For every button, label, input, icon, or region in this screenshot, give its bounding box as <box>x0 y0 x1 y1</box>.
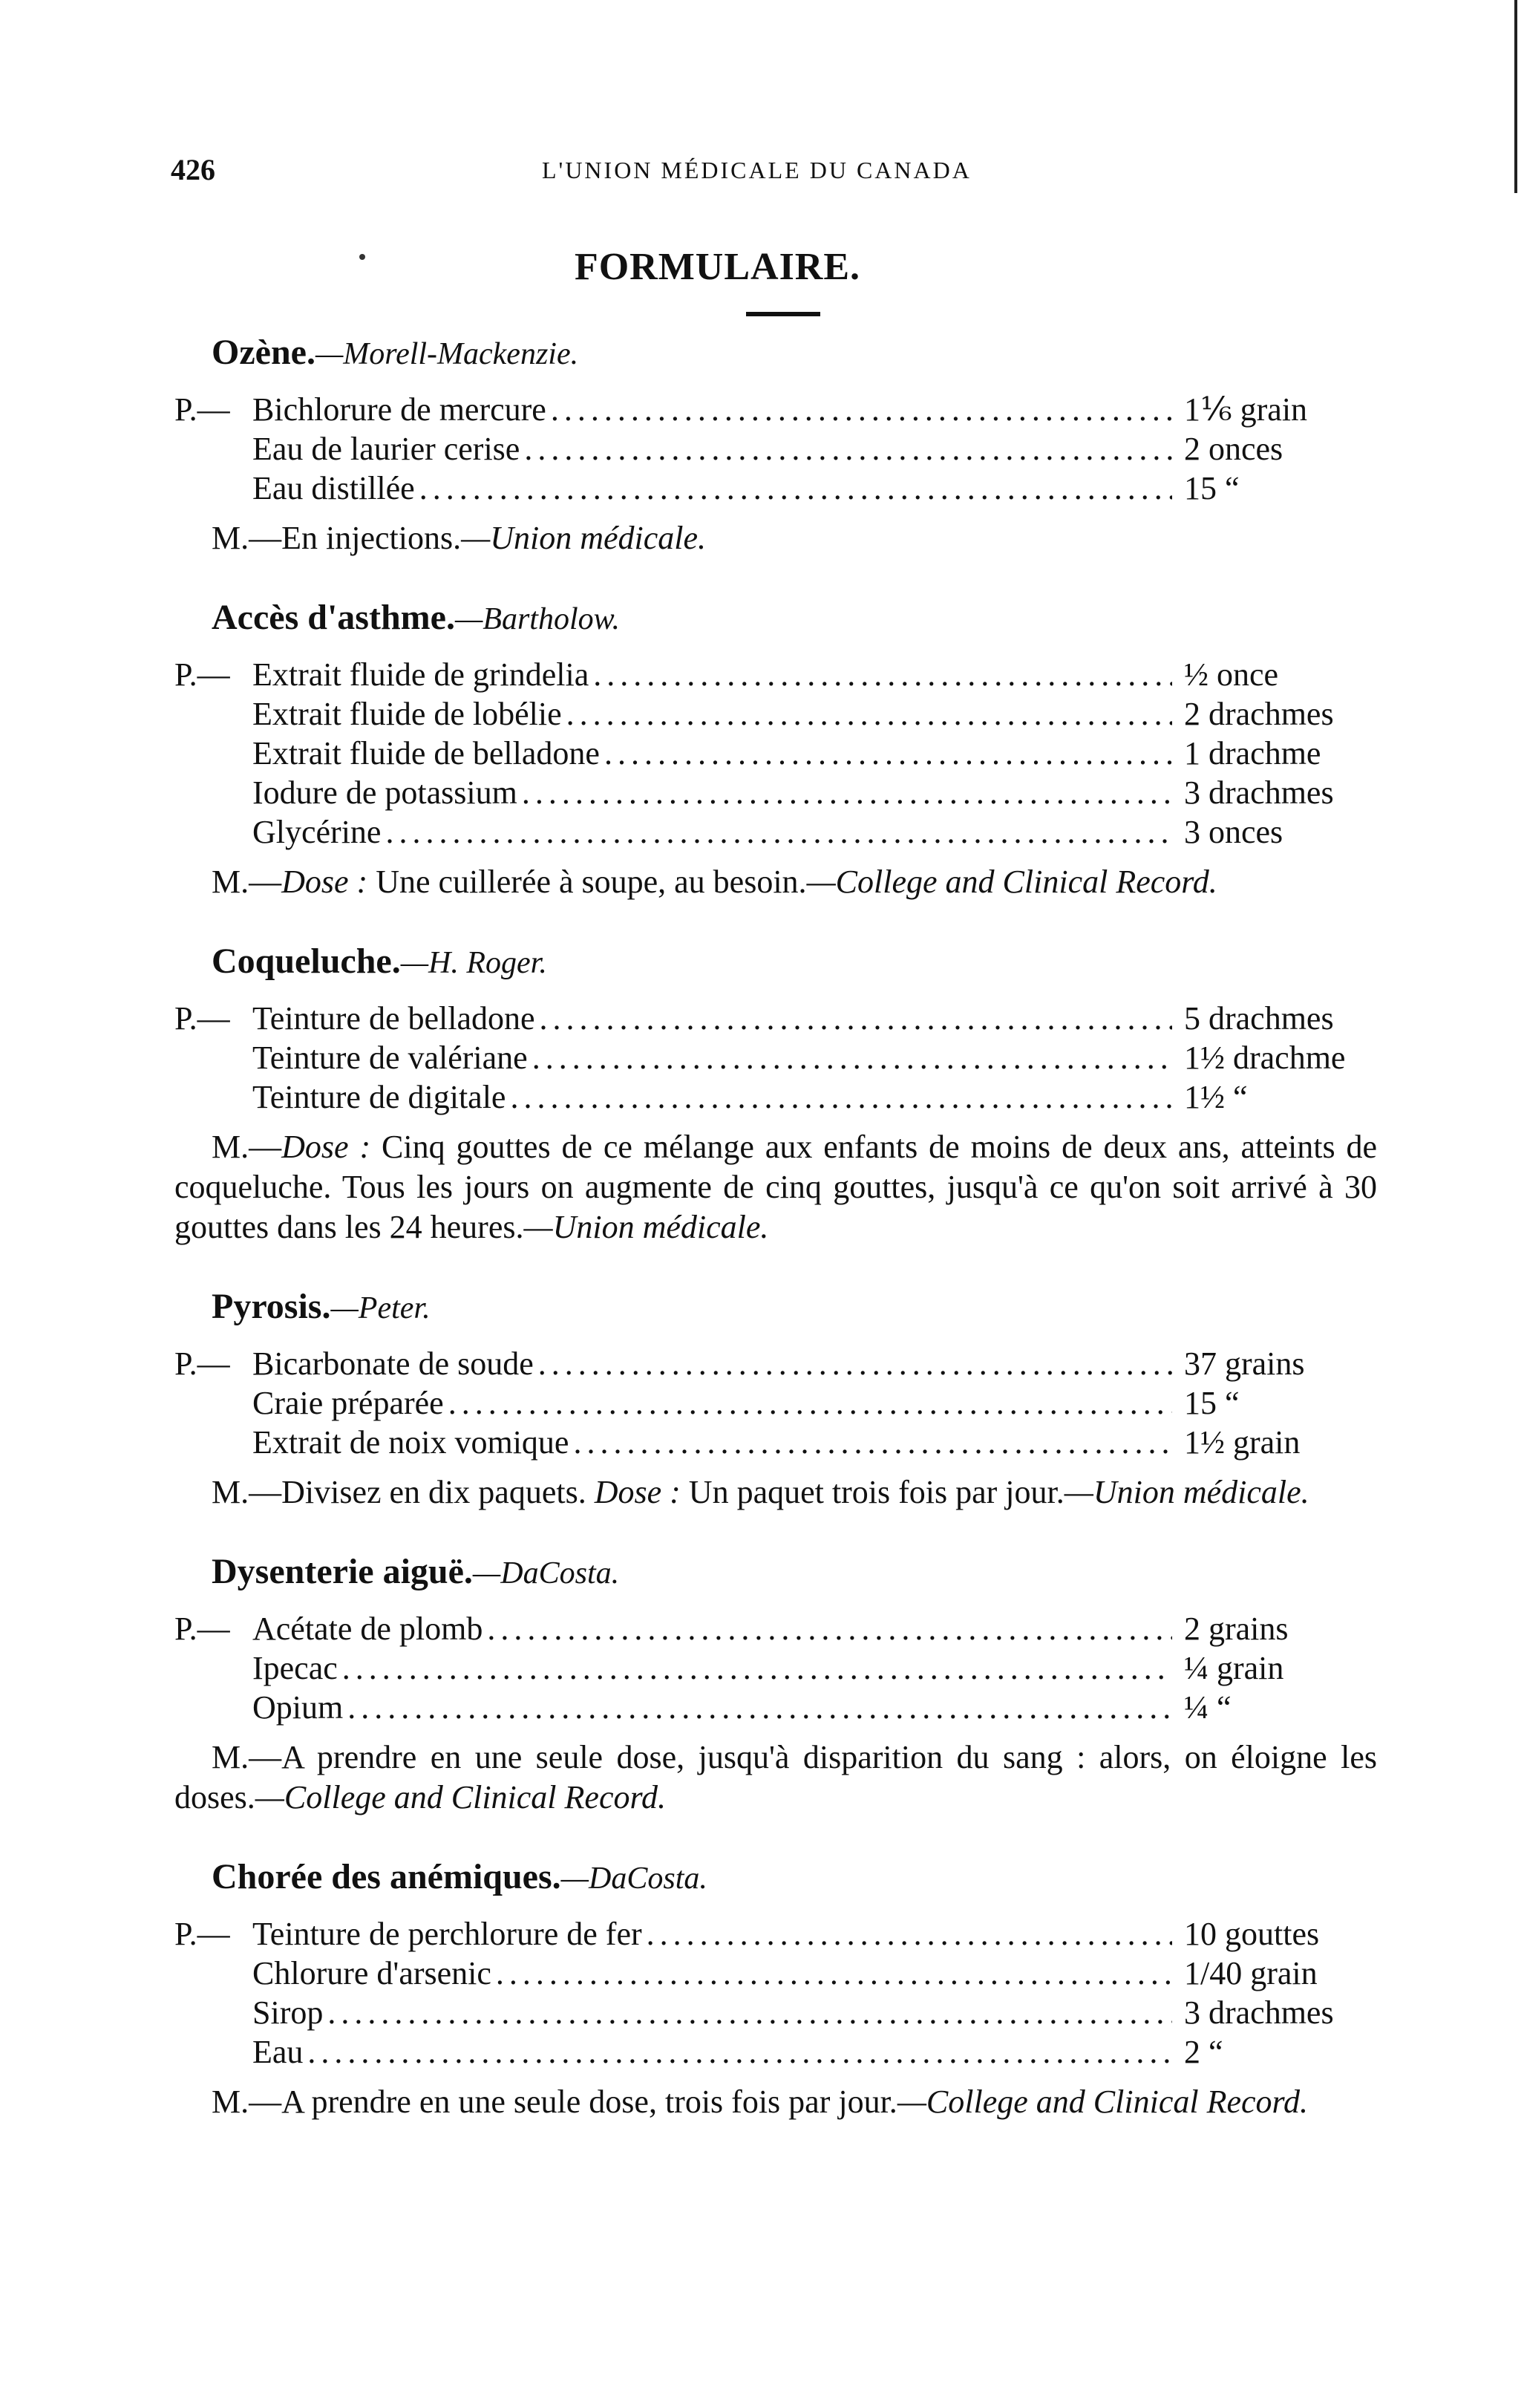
ingredient-row <box>174 2032 1377 2072</box>
ingredient-name: Eau de laurier cerise <box>252 431 520 467</box>
ingredient-quantity: 3 onces <box>1184 814 1283 850</box>
recipe-heading <box>212 596 1377 642</box>
ingredient-quantity: 37 grains <box>1184 1345 1305 1382</box>
recipe-instructions <box>174 862 1377 902</box>
ingredient-row <box>174 1077 1377 1117</box>
page-header <box>171 152 1329 197</box>
instruction-text: Divisez en dix paquets. <box>281 1474 595 1510</box>
leader-dots <box>496 1954 1172 1993</box>
ingredient-quantity: 2 grains <box>1184 1611 1289 1647</box>
ingredient-prefix: P.— <box>174 1345 230 1382</box>
ingredient-name: Teinture de belladone <box>252 1000 535 1037</box>
leader-dots <box>538 1344 1172 1383</box>
page-edge-rule <box>1514 0 1517 193</box>
leader-dots <box>573 1423 1172 1462</box>
ingredient-quantity: 2 “ <box>1184 2034 1223 2070</box>
instruction-text-2: Un paquet trois fois par jour. <box>680 1474 1064 1510</box>
recipe-heading <box>212 1550 1377 1596</box>
instruction-label: M.— <box>212 1739 282 1775</box>
ingredient-row <box>174 1609 1377 1648</box>
recipe-title: Chorée des anémiques. <box>212 1857 561 1896</box>
recipe-heading <box>212 1285 1377 1331</box>
leader-dots <box>510 1077 1172 1117</box>
leader-dots <box>448 1383 1172 1423</box>
ingredient-quantity: 5 drachmes <box>1184 1000 1334 1037</box>
ingredient-quantity: 1½ drachme <box>1184 1040 1346 1076</box>
ingredient-list <box>174 1914 1377 2072</box>
recipe-heading <box>212 1855 1377 1901</box>
recipe-heading <box>212 330 1377 376</box>
formulary-content <box>174 330 1377 2159</box>
ingredient-quantity: 1½ grain <box>1184 1424 1301 1461</box>
leader-dots <box>419 469 1172 508</box>
recipe-author: —H. Roger. <box>400 946 547 980</box>
recipe-instructions <box>174 1738 1377 1818</box>
leader-dots <box>524 429 1172 469</box>
ingredient-list <box>174 1344 1377 1462</box>
recipe-instructions <box>174 1472 1377 1513</box>
recipe-author: —DaCosta. <box>472 1556 620 1590</box>
leader-dots <box>347 1688 1172 1727</box>
ingredient-prefix: P.— <box>174 391 230 428</box>
ingredient-name: Sirop <box>252 1994 324 2031</box>
recipe-section <box>174 1855 1377 2122</box>
instruction-label: M.— <box>212 2084 282 2120</box>
recipe-instructions <box>174 2082 1377 2122</box>
ingredient-quantity: ¼ grain <box>1184 1650 1284 1686</box>
recipe-title: Ozène. <box>212 333 315 372</box>
leader-dots <box>566 694 1172 734</box>
leader-dots <box>327 1993 1172 2032</box>
leader-dots <box>307 2032 1172 2072</box>
ingredient-quantity: 3 drachmes <box>1184 774 1334 811</box>
recipe-author: —Morell-Mackenzie. <box>315 337 579 371</box>
recipe-section <box>174 939 1377 1247</box>
instruction-label: M.— <box>212 520 282 556</box>
ingredient-name: Eau <box>252 2034 304 2070</box>
ingredient-name: Extrait fluide de grindelia <box>252 656 589 693</box>
recipe-author: —Bartholow. <box>454 602 621 636</box>
page-title: FORMULAIRE. <box>574 246 861 288</box>
instruction-label: M.— <box>212 1474 282 1510</box>
ingredient-name: Bicarbonate de soude <box>252 1345 534 1382</box>
recipe-source: —Union médicale. <box>523 1209 769 1245</box>
leader-dots <box>647 1914 1172 1954</box>
ingredient-name: Chlorure d'arsenic <box>252 1955 491 1991</box>
ingredient-row <box>174 1648 1377 1688</box>
ingredient-row <box>174 655 1377 694</box>
title-rule <box>746 312 820 316</box>
recipe-source: —Union médicale. <box>1064 1474 1309 1510</box>
ingredient-name: Craie préparée <box>252 1385 444 1421</box>
leader-dots <box>604 734 1172 773</box>
recipe-title: Coqueluche. <box>212 942 401 981</box>
ingredient-quantity: ¼ “ <box>1184 1689 1232 1726</box>
ingredient-quantity: 2 drachmes <box>1184 696 1334 732</box>
ingredient-quantity: 1⅙ grain <box>1184 391 1308 428</box>
ingredient-quantity: ½ once <box>1184 656 1279 693</box>
ingredient-row <box>174 1383 1377 1423</box>
ingredient-quantity: 10 gouttes <box>1184 1916 1320 1952</box>
ingredient-prefix: P.— <box>174 1916 230 1952</box>
ingredient-row <box>174 773 1377 812</box>
recipe-heading <box>212 939 1377 985</box>
ingredient-row <box>174 469 1377 508</box>
recipe-title: Pyrosis. <box>212 1287 331 1326</box>
leader-dots <box>532 1038 1172 1077</box>
recipe-section <box>174 596 1377 902</box>
leader-dots <box>593 655 1172 694</box>
ingredient-quantity: 1/40 grain <box>1184 1955 1318 1991</box>
recipe-source: —College and Clinical Record. <box>255 1779 666 1815</box>
recipe-source: —Union médicale. <box>461 520 707 556</box>
ingredient-name: Glycérine <box>252 814 382 850</box>
ingredient-row <box>174 1993 1377 2032</box>
instruction-text: En injections. <box>281 520 462 556</box>
ingredient-list <box>174 390 1377 508</box>
ingredient-name: Teinture de digitale <box>252 1079 506 1115</box>
instruction-text: Cinq gouttes de ce mélange aux enfants de moins de deux ans, atteints de coqueluche. Tous les jours on augmente de cinq gouttes, jusqu'à ce qu'on soit arrivé à 30 gouttes dans les 24 heures. <box>174 1129 1377 1245</box>
ingredient-row <box>174 1954 1377 1993</box>
ingredient-name: Ipecac <box>252 1650 338 1686</box>
ingredient-list <box>174 1609 1377 1727</box>
ingredient-prefix: P.— <box>174 656 230 693</box>
ingredient-name: Teinture de valériane <box>252 1040 528 1076</box>
ingredient-name: Bichlorure de mercure <box>252 391 546 428</box>
recipe-section <box>174 1550 1377 1818</box>
dose-label: Dose : <box>594 1474 681 1510</box>
recipe-instructions <box>174 1127 1377 1247</box>
recipe-section <box>174 330 1377 558</box>
ingredient-quantity: 1 drachme <box>1184 735 1321 771</box>
ingredient-name: Extrait fluide de belladone <box>252 735 600 771</box>
ingredient-name: Acétate de plomb <box>252 1611 483 1647</box>
ingredient-quantity: 15 “ <box>1184 470 1240 506</box>
ingredient-list <box>174 999 1377 1117</box>
recipe-title: Dysenterie aiguë. <box>212 1552 473 1591</box>
recipe-author: —DaCosta. <box>560 1862 707 1896</box>
leader-dots <box>342 1648 1172 1688</box>
ingredient-row <box>174 734 1377 773</box>
dose-label: Dose : <box>281 1129 371 1165</box>
recipe-instructions <box>174 518 1377 558</box>
ingredient-row <box>174 1038 1377 1077</box>
ingredient-row <box>174 1914 1377 1954</box>
leader-dots <box>522 773 1172 812</box>
ingredient-name: Iodure de potassium <box>252 774 517 811</box>
instruction-label: M.— <box>212 864 282 900</box>
instruction-text: A prendre en une seule dose, trois fois par jour. <box>281 2084 897 2120</box>
ingredient-row <box>174 1423 1377 1462</box>
ingredient-name: Teinture de perchlorure de fer <box>252 1916 642 1952</box>
ingredient-quantity: 15 “ <box>1184 1385 1240 1421</box>
ingredient-row <box>174 999 1377 1038</box>
instruction-text: Une cuillerée à soupe, au besoin. <box>367 864 807 900</box>
ingredient-row <box>174 429 1377 469</box>
ingredient-name: Opium <box>252 1689 344 1726</box>
ingredient-quantity: 3 drachmes <box>1184 1994 1334 2031</box>
ingredient-row <box>174 694 1377 734</box>
leader-dots <box>487 1609 1172 1648</box>
ingredient-prefix: P.— <box>174 1611 230 1647</box>
ingredient-name: Extrait de noix vomique <box>252 1424 569 1461</box>
ingredient-name: Eau distillée <box>252 470 415 506</box>
ingredient-row <box>174 1344 1377 1383</box>
instruction-label: M.— <box>212 1129 282 1165</box>
page-number: 426 <box>171 153 215 186</box>
recipe-section <box>174 1285 1377 1513</box>
recipe-source: —College and Clinical Record. <box>897 2084 1308 2120</box>
instruction-text: A prendre en une seule dose, jusqu'à disparition du sang : alors, on éloigne les doses. <box>174 1739 1377 1815</box>
ingredient-quantity: 2 onces <box>1184 431 1283 467</box>
leader-dots <box>551 390 1172 429</box>
ingredient-row <box>174 390 1377 429</box>
recipe-title: Accès d'asthme. <box>212 598 455 637</box>
ingredient-row <box>174 812 1377 852</box>
recipe-source: —College and Clinical Record. <box>806 864 1217 900</box>
ingredient-row <box>174 1688 1377 1727</box>
running-title: L'UNION MÉDICALE DU CANADA <box>542 157 972 183</box>
ingredient-list <box>174 655 1377 852</box>
leader-dots <box>385 812 1172 852</box>
ingredient-prefix: P.— <box>174 1000 230 1037</box>
leader-dots <box>540 999 1172 1038</box>
dose-label: Dose : <box>281 864 368 900</box>
recipe-author: —Peter. <box>330 1291 431 1325</box>
ingredient-name: Extrait fluide de lobélie <box>252 696 562 732</box>
ingredient-quantity: 1½ “ <box>1184 1079 1248 1115</box>
